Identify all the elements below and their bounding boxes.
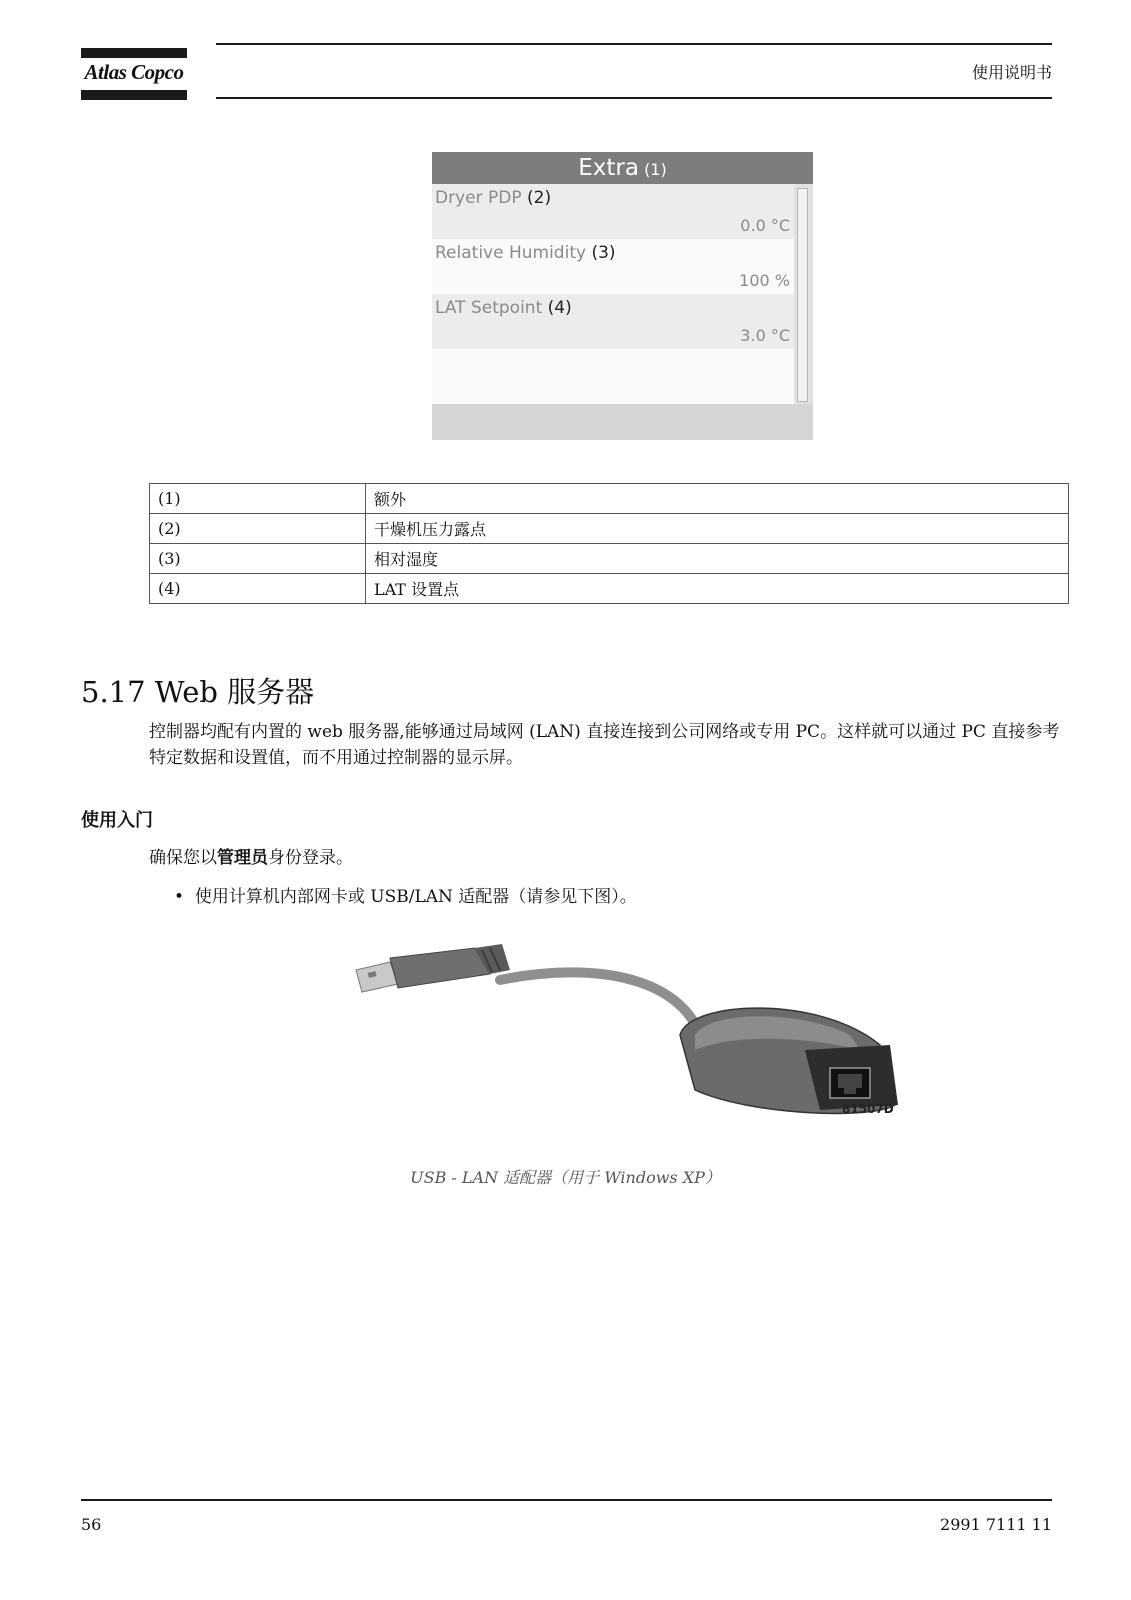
row-label: Dryer PDP	[435, 188, 522, 208]
row-value: 100 %	[739, 271, 790, 290]
legend-text: LAT 设置点	[366, 574, 1069, 604]
section-paragraph: 控制器均配有内置的 web 服务器,能够通过局域网 (LAN) 直接连接到公司网络或专用 PC。这样就可以通过 PC 直接参考特定数据和设置值，而不用通过控制器的显示屏。	[149, 722, 1060, 768]
atlas-copco-logo: Atlas Copco	[84, 60, 184, 84]
screen-title-bar	[432, 152, 813, 184]
bullet-text: 使用计算机内部网卡或 USB/LAN 适配器（请参见下图）。	[194, 887, 637, 907]
bullet-item: • 使用计算机内部网卡或 USB/LAN 适配器（请参见下图）。	[174, 887, 637, 907]
figure-code: 81507D	[842, 1102, 894, 1116]
legend-ref: (3)	[150, 544, 366, 574]
legend-ref: (4)	[150, 574, 366, 604]
logo-bar-bottom	[81, 90, 187, 100]
page-number: 56	[81, 1515, 102, 1534]
screen-title: Extra	[578, 155, 639, 181]
row-ref: (3)	[591, 243, 616, 263]
section-title: 5.17 Web 服务器	[81, 675, 315, 709]
document-kind: 使用说明书	[971, 63, 1052, 82]
admin-role: 管理员	[217, 848, 268, 868]
legend-text: 干燥机压力露点	[366, 514, 1069, 544]
login-instruction: 确保您以管理员身份登录。	[149, 848, 353, 868]
row-label: LAT Setpoint	[435, 298, 543, 318]
screen-list	[432, 184, 794, 404]
table-row	[150, 544, 1069, 574]
table-row	[150, 484, 1069, 514]
figure-caption: USB - LAN 适配器（用于 Windows XP）	[410, 1168, 721, 1187]
screen-row-lat-setpoint	[432, 294, 794, 349]
document-number: 2991 7111 11	[940, 1515, 1052, 1534]
screen-title-ref: (1)	[644, 160, 667, 179]
legend-ref: (2)	[150, 514, 366, 544]
screen-row-relative-humidity	[432, 239, 794, 294]
table-row	[150, 514, 1069, 544]
legend-text: 相对湿度	[366, 544, 1069, 574]
controller-screen	[432, 152, 813, 440]
row-ref: (2)	[527, 188, 552, 208]
row-label: Relative Humidity	[435, 243, 587, 263]
header-top-rule	[216, 43, 1052, 45]
legend-table	[149, 483, 1069, 604]
legend-text: 额外	[366, 484, 1069, 514]
legend-ref: (1)	[150, 484, 366, 514]
screen-row-dryer-pdp	[432, 184, 794, 239]
subheading: 使用入门	[81, 810, 153, 831]
logo-bar-top	[81, 48, 187, 58]
row-value: 3.0 °C	[740, 326, 790, 345]
usb-lan-adapter-image	[350, 940, 910, 1140]
screen-scrollbar-thumb	[797, 188, 808, 402]
header-bottom-rule	[216, 97, 1052, 99]
row-ref: (4)	[547, 298, 572, 318]
footer-rule	[81, 1499, 1052, 1501]
row-value: 0.0 °C	[740, 216, 790, 235]
table-row	[150, 574, 1069, 604]
